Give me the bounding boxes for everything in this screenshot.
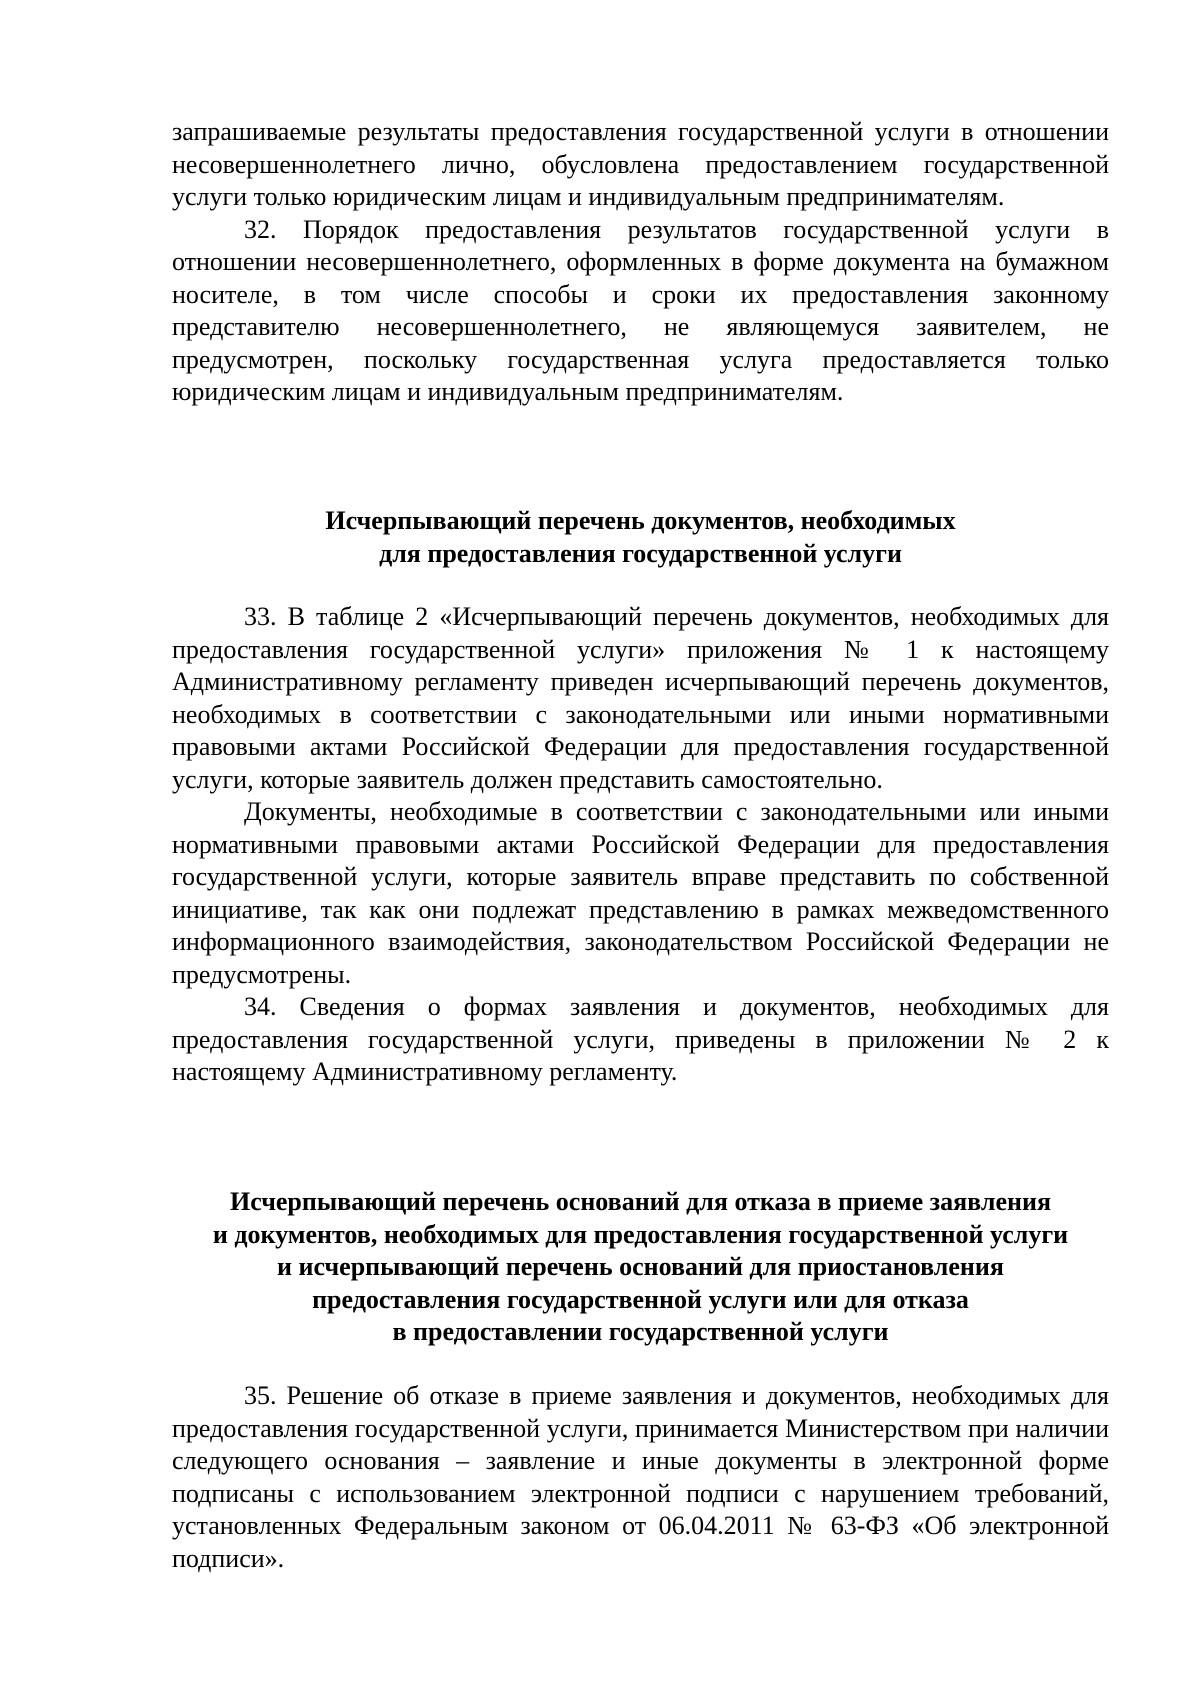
heading-line: предоставления государственной услуги или для отказа bbox=[312, 1284, 969, 1314]
text-block-middle bbox=[172, 601, 1109, 1089]
paragraph-32: 32. Порядок предоставления результатов государственной услуги в отношении несовершеннолетнего, оформленных в форме документа на бумажном носителе, в том числе способы и сроки их предоставления законному представителю несовершеннолетнего, не являющемуся заявителем, не предусмотрен, поскольку государственная услуга предоставляется только юридическим лицам и индивидуальным предпринимателям. bbox=[172, 214, 1109, 406]
heading-line: Исчерпывающий перечень оснований для отказа в приеме заявления bbox=[229, 1187, 1052, 1216]
section-heading-documents bbox=[172, 505, 1109, 570]
paragraph-documents: Документы, необходимые в соответствии с законодательными или иными нормативными правовыми актами Российской Федерации для предоставления государственной услуги, которые заявитель вправе представить по собственной инициативе, так как они подлежат представлению в рамках межведомственного информационного взаимодействия, законодательством Российской Федерации не предусмотрены. bbox=[172, 797, 1109, 989]
paragraph-34: 34. Сведения о формах заявления и документов, необходимых для предоставления государственной услуги, приведены в приложении № 2 к настоящему Административному регламенту. bbox=[172, 992, 1109, 1086]
paragraph-33: 33. В таблице 2 «Исчерпывающий перечень документов, необходимых для предоставления государственной услуги» приложения № 1 к настоящему Административному регламенту приведен исчерпывающий перечень документов, необходимых в соответствии с законодательными или иными нормативными правовыми актами Российской Федерации для предоставления государственной услуги, которые заявитель должен представить самостоятельно. bbox=[172, 602, 1109, 794]
heading-line: Исчерпывающий перечень документов, необходимых bbox=[325, 506, 956, 535]
paragraph-35: 35. Решение об отказе в приеме заявления и документов, необходимых для предоставления государственной услуги, принимается Министерством при наличии следующего основания – заявление и иные документы в электронной форме подписаны с использованием электронной подписи с нарушением требований, установленных Федеральным законом от 06.04.2011 № 63-ФЗ «Об электронной подписи». bbox=[172, 1381, 1109, 1573]
heading-line: и документов, необходимых для предоставления государственной услуги bbox=[212, 1219, 1069, 1249]
text-block-top bbox=[172, 116, 1109, 409]
heading-line: и исчерпывающий перечень оснований для приостановления bbox=[277, 1252, 1004, 1281]
paragraph-continuation: запрашиваемые результаты предоставления государственной услуги в отношении несовершеннолетнего лично, обусловлена предоставлением государственной услуги только юридическим лицам и индивидуальным предпринимателям. bbox=[172, 117, 1109, 211]
heading-line: для предоставления государственной услуги bbox=[379, 538, 902, 568]
text-block-bottom bbox=[172, 1380, 1109, 1575]
section-heading-refusal bbox=[172, 1186, 1109, 1349]
heading-line: в предоставлении государственной услуги bbox=[392, 1317, 889, 1346]
